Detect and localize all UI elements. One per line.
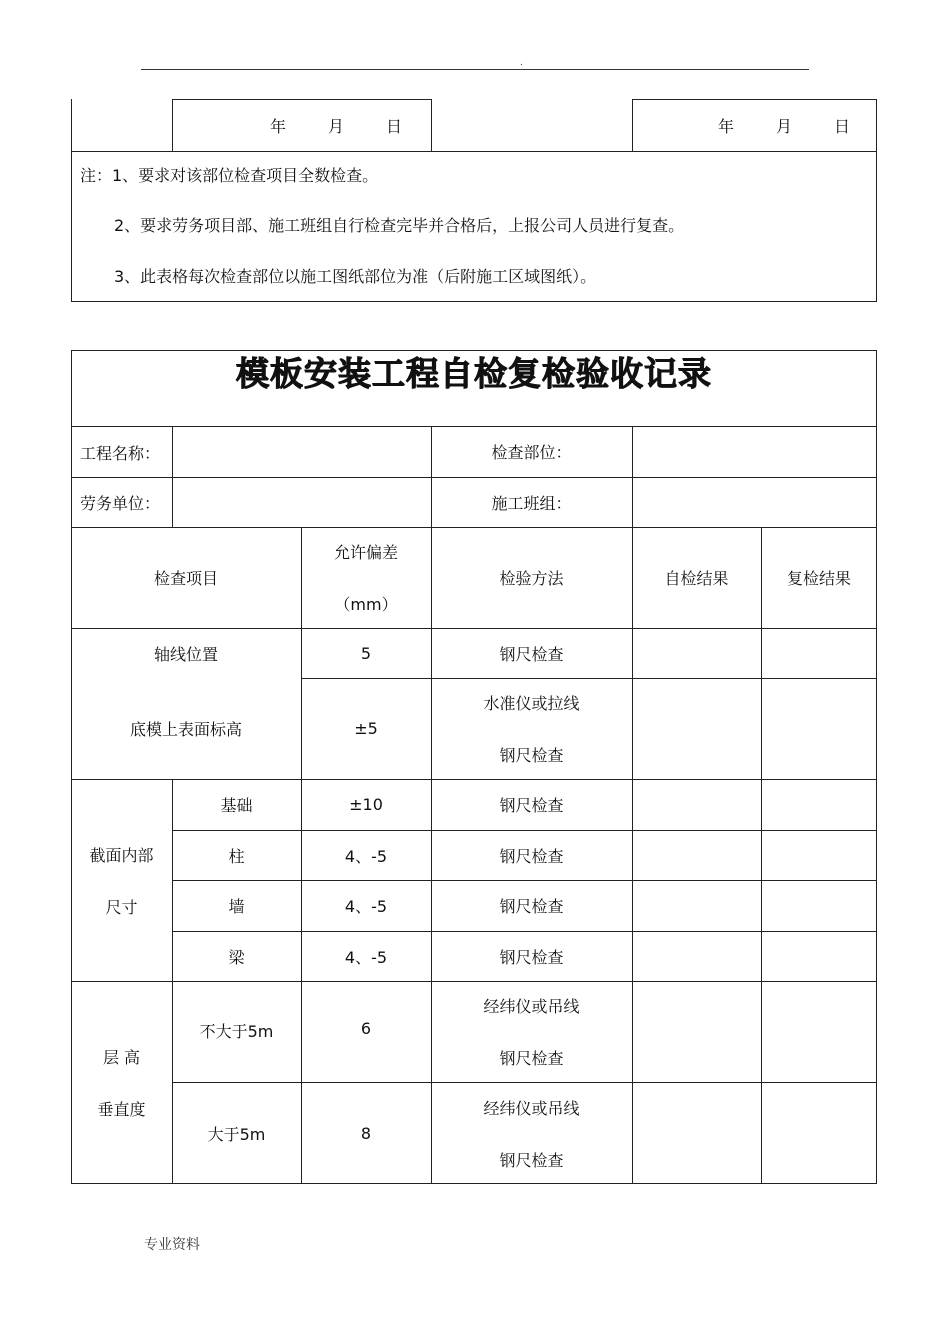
form-title: 模板安装工程自检复检验收记录 xyxy=(236,354,712,393)
header-recheck: 复检结果 xyxy=(786,569,851,588)
section-method: 钢尺检查 xyxy=(499,796,564,815)
section-group-line2: 尺寸 xyxy=(105,897,138,917)
vertical-group-line1: 层 高 xyxy=(102,1048,141,1067)
date-day: 日 xyxy=(834,117,851,136)
section-item: 梁 xyxy=(228,947,245,967)
section-item: 墙 xyxy=(228,897,245,916)
section-tolerance: ±10 xyxy=(349,795,383,814)
date-month: 月 xyxy=(328,117,345,136)
section-item: 柱 xyxy=(228,846,245,866)
project-name-field[interactable] xyxy=(173,427,430,476)
header-tolerance xyxy=(301,527,431,628)
header-dot: . xyxy=(520,58,523,68)
date-left xyxy=(270,114,402,137)
note-3: 3、此表格每次检查部位以施工图纸部位为准（后附施工区域图纸）。 xyxy=(114,267,597,286)
row-axis-tolerance: 5 xyxy=(360,643,372,663)
section-tolerance: 4、-5 xyxy=(344,947,388,967)
header-tolerance-line2: （mm） xyxy=(334,595,398,614)
header-item: 检查项目 xyxy=(153,569,218,588)
method-line2: 钢尺检查 xyxy=(499,746,564,765)
check-location-label: 检查部位： xyxy=(491,443,572,462)
header-self-check: 自检结果 xyxy=(664,569,729,588)
construction-team-label: 施工班组： xyxy=(491,493,572,513)
section-item: 基础 xyxy=(220,796,253,815)
row-bottom-method xyxy=(431,678,632,779)
date-day: 日 xyxy=(386,117,403,136)
row-axis-item: 轴线位置 xyxy=(153,644,218,664)
section-method: 钢尺检查 xyxy=(499,897,564,916)
header-method: 检验方法 xyxy=(499,569,564,588)
note-1: 注：1、要求对该部位检查项目全数检查。 xyxy=(80,166,379,185)
vertical-item: 大于5m xyxy=(207,1124,266,1144)
labor-unit-field[interactable] xyxy=(173,478,430,526)
vertical-tolerance: 8 xyxy=(360,1123,372,1143)
section-tolerance: 4、-5 xyxy=(344,897,388,916)
footer-text: 专业资料 xyxy=(144,1237,200,1253)
vertical-method xyxy=(431,1082,632,1184)
vertical-method xyxy=(431,981,632,1082)
row-bottom-item: 底模上表面标高 xyxy=(129,720,242,739)
row-axis-method: 钢尺检查 xyxy=(499,644,564,664)
border-left xyxy=(71,99,72,151)
method-line1: 水准仪或拉线 xyxy=(483,694,580,713)
vertical-tolerance: 6 xyxy=(360,1019,372,1038)
date-month: 月 xyxy=(776,117,793,136)
vertical-group-label xyxy=(71,981,172,1184)
section-method: 钢尺检查 xyxy=(499,947,564,967)
method-line2: 钢尺检查 xyxy=(499,1150,564,1170)
note-2: 2、要求劳务项目部、施工班组自行检查完毕并合格后，上报公司人员进行复查。 xyxy=(114,216,685,235)
vertical-group-line2: 垂直度 xyxy=(97,1100,146,1119)
labor-unit-label: 劳务单位： xyxy=(80,494,161,513)
vertical-item: 不大于5m xyxy=(199,1022,274,1041)
date-year: 年 xyxy=(718,117,735,136)
section-tolerance: 4、-5 xyxy=(344,846,388,866)
method-line2: 钢尺检查 xyxy=(499,1049,564,1068)
date-year: 年 xyxy=(270,117,287,136)
row-bottom-tolerance: ±5 xyxy=(354,719,378,738)
header-tolerance-line1: 允许偏差 xyxy=(333,543,398,562)
header-rule xyxy=(141,69,809,70)
construction-team-field[interactable] xyxy=(633,478,876,526)
check-location-field[interactable] xyxy=(633,427,876,476)
section-group-label xyxy=(71,779,172,981)
section-method: 钢尺检查 xyxy=(499,846,564,866)
method-line1: 经纬仪或吊线 xyxy=(483,997,580,1016)
section-group-line1: 截面内部 xyxy=(89,845,154,865)
date-right xyxy=(718,114,850,137)
method-line1: 经纬仪或吊线 xyxy=(483,1098,580,1118)
project-name-label: 工程名称： xyxy=(80,444,161,463)
